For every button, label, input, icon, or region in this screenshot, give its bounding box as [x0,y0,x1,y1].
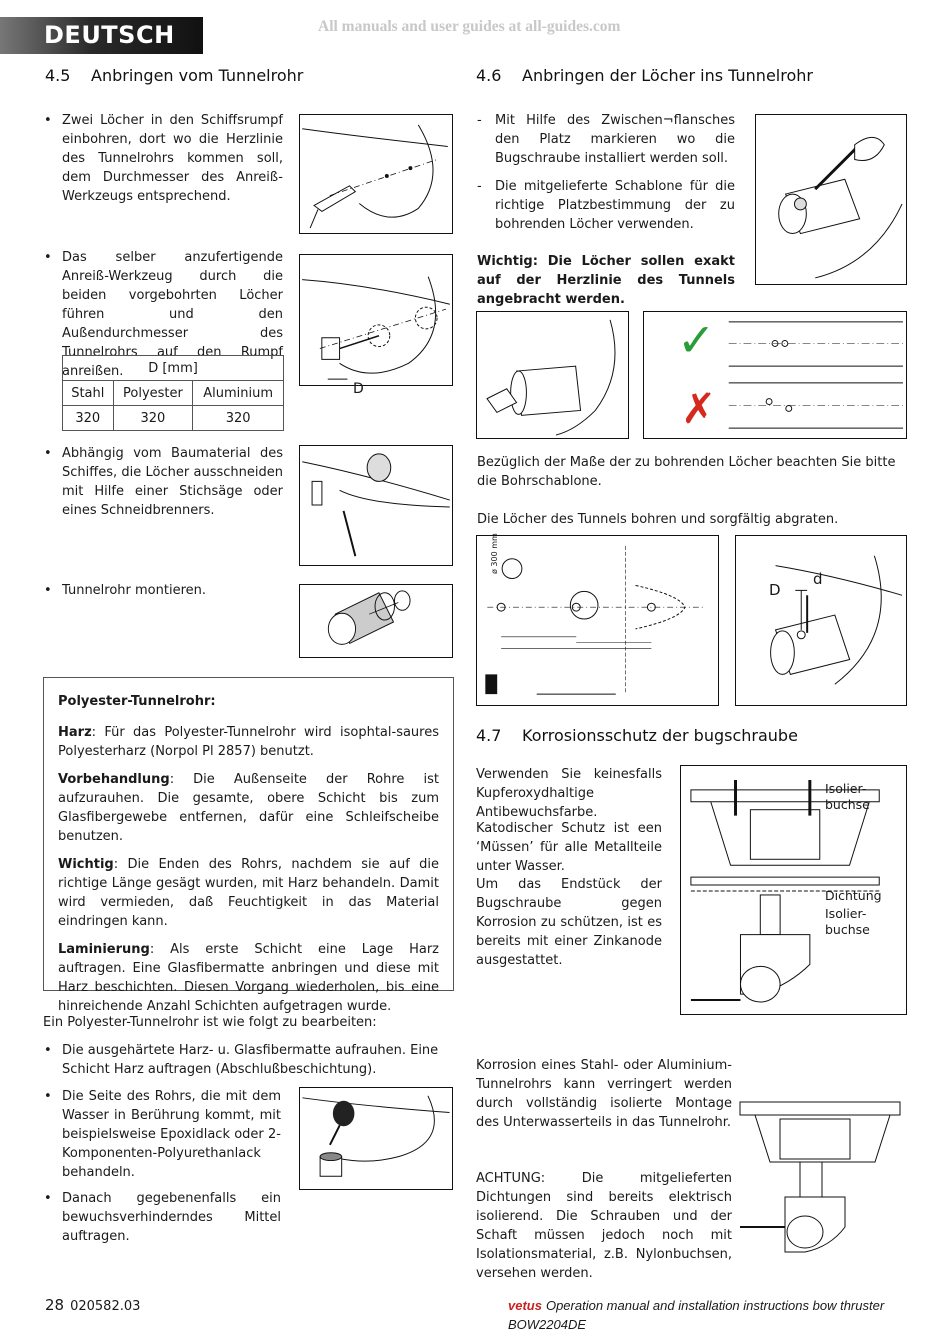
figure-drill-tube [735,535,907,706]
figure-d-label: D [353,381,364,397]
figure-template-on-tube [476,311,629,439]
watermark: All manuals and user guides at all-guides.com [318,18,621,35]
label-insulation-bushing-1: Isolier- buchse [825,781,870,812]
bullet-drill-holes: • Zwei Löcher in den Schiffsrumpf einbohren, dort wo die Herzlinie des Tunnelrohrs kommen soll, dem Durchmesser des Anreiß-Werkzeugs entsprechend. [44,113,283,204]
figure-big-d-label: D [769,581,781,599]
figure-mount-tube [299,584,453,658]
box-title: Polyester-Tunnelrohr: [58,694,216,709]
warning-centerline: Wichtig: Die Löcher sollen exakt auf der Herzlinie des Tunnels angebracht werden. [477,254,735,307]
corrosion-p4: Korrosion eines Stahl- oder Aluminium-Tunnelrohrs kann verringert werden durch vollständig isolierte Montage des Unterwasserteils in das Tunnelrohr. [476,1058,732,1130]
bullet-marking-tool: • Das selber anzufertigende Anreiß-Werkzeug durch die beiden vorgebohrten Löcher führen und den Außendurchmesser des Tunnelrohrs auf den Rumpf anreißen. [44,250,283,379]
label-insulation-bushing-2: Isolier- buchse [825,906,870,937]
checkmark-icon: ✓ [677,313,716,367]
polyester-info-box: Polyester-Tunnelrohr: Harz: Für das Polyester-Tunnelrohr wird isophtal-saures Polyesterharz (Norpol Pl 2857) benutzt. Vorbehandlung: Die Außenseite der Rohre ist aufzurauhen. Die gesamte, obere Schicht bis zum Glasfibergewebe entfernen, dafür eine Schleifscheibe benutzen. Wichtig: Die Enden des Rohrs, nachdem sie auf die richtige Länge gesägt wurden, mit Harz behandeln. Damit wird vermieden, daß Feuchtigkeit in das Material eindringen kann. Laminierung: Als erste Schicht eine Lage Harz auftragen. Eine Glasfibermatte anbringen und diese mit Harz beschichten. Diesen Vorgang wiederholen, bis eine hinreichende Anzahl Schichten aufgetragen wurde. [43,677,454,991]
bullet-mount-tube: • Tunnelrohr montieren. [44,583,207,598]
corrosion-p5: ACHTUNG: Die mitgelieferten Dichtungen sind bereits elektrisch isolierend. Die Schrauben und der Schaft müssen jedoch noch mit Isolationsmaterial, z.B. Nylonbuchsen, versehen werden. [476,1171,732,1281]
figure-drill-hull [299,114,453,234]
section-heading-4-5: 4.5 Anbringen vom Tunnelrohr [45,66,304,85]
template-note: Bezüglich der Maße der zu bohrenden Löcher beachten Sie bitte die Bohrschablone. [477,455,896,489]
footer-title: vetus Operation manual and installation instructions bow thruster BOW2204DE [508,1298,885,1332]
dash-template: - Die mitgelieferte Schablone für die richtige Platzbestimmung der zu bohrenden Löcher verwenden. [477,179,735,232]
section-heading-4-6: 4.6 Anbringen der Löcher ins Tunnelrohr [476,66,813,85]
figure-thruster-section [680,765,907,1015]
cross-icon: ✗ [681,384,717,433]
template-size-label: ø 300 mm [490,533,499,574]
corrosion-p3: Um das Endstück der Bugschraube gegen Korrosion zu schützen, ist es bereits mit einer Zinkanode ausgestattet. [476,877,662,968]
language-tab: DEUTSCH [0,17,203,54]
figure-drill-template [476,535,719,706]
val-stahl: 320 [63,406,114,431]
label-seal: Dichtung [825,888,882,903]
dash-mark-flange: - Mit Hilfe des Zwischen¬flansches den Platz markieren wo die Bugschraube installiert werden soll. [477,113,735,166]
deburr-note: Die Löcher des Tunnels bohren und sorgfältig abgraten. [477,512,839,527]
bullet-paint-side: • Die Seite des Rohrs, die mit dem Wasser in Berührung kommt, mit beispielsweise Epoxidlack oder 2-Komponenten-Polyurethanlack behandeln. [44,1089,281,1180]
corrosion-p2: Katodischer Schutz ist een ‘Müssen’ für alle Metallteile unter Wasser. [476,821,662,874]
figure-paint [299,1087,453,1190]
figure-pencil-mark [755,114,907,285]
footer-page: 28 020582.03 [45,1296,141,1314]
col-aluminium: Aluminium [193,381,284,406]
poly-intro: Ein Polyester-Tunnelrohr ist wie folgt zu bearbeiten: [43,1015,377,1030]
col-polyester: Polyester [113,381,193,406]
val-aluminium: 320 [193,406,284,431]
figure-marking-tool [299,254,453,397]
figure-small-d-label: d [813,570,823,588]
bullet-roughen: • Die ausgehärtete Harz- u. Glasfibermatte aufrauhen. Eine Schicht Harz auftragen (Abschlußbeschichtung). [44,1043,439,1077]
corrosion-p1: Verwenden Sie keinesfalls Kupferoxydhaltige Antibewuchsfarbe. [476,767,662,820]
table-header: D [mm] [63,356,284,381]
col-stahl: Stahl [63,381,114,406]
diameter-table [62,355,284,431]
figure-thruster-isolated [735,1087,907,1258]
figure-saw-cut [299,445,453,566]
brand-logo: vetus [508,1298,542,1313]
section-heading-4-7: 4.7 Korrosionsschutz der bugschraube [476,726,798,745]
val-polyester: 320 [113,406,193,431]
bullet-antifouling: • Danach gegebenenfalls ein bewuchsverhinderndes Mittel auftragen. [44,1191,281,1244]
bullet-cut-holes: • Abhängig vom Baumaterial des Schiffes, die Löcher ausschneiden mit Hilfe einer Stichsäge oder eines Schneidbrenners. [44,446,283,518]
